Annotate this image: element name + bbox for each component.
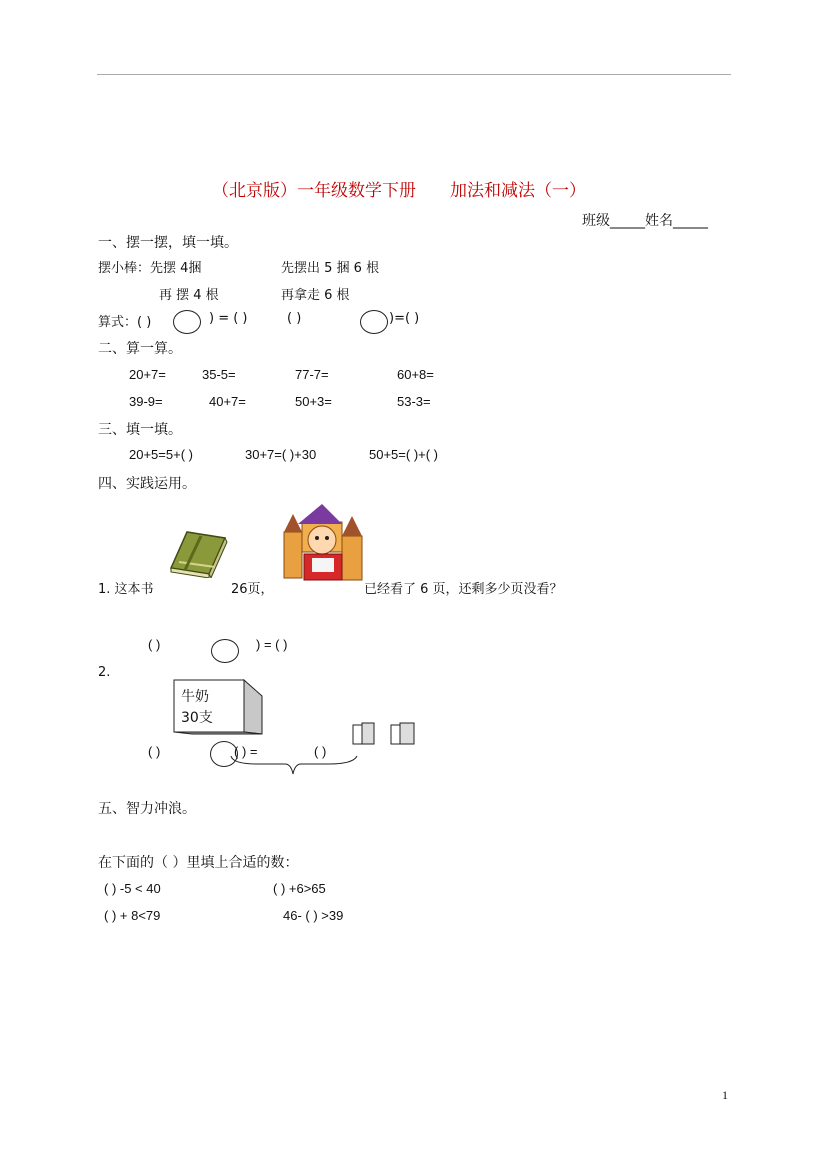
sec1-line1-right: 先摆出 5 捆 6 根 bbox=[281, 261, 380, 276]
q2-formula-result: ( ) bbox=[314, 744, 327, 759]
reading-child-illustration bbox=[280, 502, 366, 588]
section-1-heading: 一、摆一摆，填一填。 bbox=[98, 235, 238, 251]
q1-pages: 26页， bbox=[231, 582, 274, 597]
sec1-formula2-start: ( ) bbox=[287, 311, 302, 326]
milk-cartons-icon bbox=[351, 721, 421, 747]
section-4-heading: 四、实践运用。 bbox=[98, 476, 196, 492]
inequality-item: ( ) -5 < 40 bbox=[104, 881, 161, 896]
fill-item: 50+5=( )+( ) bbox=[369, 447, 439, 462]
q1-formula-result: ) = ( ) bbox=[256, 637, 288, 652]
q1-formula-start: ( ) bbox=[148, 637, 161, 652]
calc-item: 20+7= bbox=[129, 367, 166, 382]
q1-suffix: 已经看了 6 页，还剩多少页没看？ bbox=[364, 582, 563, 597]
calc-item: 39-9= bbox=[129, 394, 163, 409]
fill-item: 30+7=( )+30 bbox=[245, 447, 317, 462]
sec5-instruction: 在下面的（ ）里填上合适的数： bbox=[98, 855, 299, 871]
milk-count: 30支 bbox=[181, 710, 213, 726]
q2-formula-middle: ( ) = bbox=[234, 744, 258, 759]
section-5-heading: 五、智力冲浪。 bbox=[98, 801, 196, 817]
inequality-item: ( ) + 8<79 bbox=[104, 908, 161, 923]
calc-item: 77-7= bbox=[295, 367, 329, 382]
section-2-heading: 二、算一算。 bbox=[98, 341, 182, 357]
class-name-line: 班级_____姓名_____ bbox=[582, 213, 708, 229]
header-rule bbox=[97, 74, 731, 75]
milk-label: 牛奶 bbox=[181, 689, 209, 705]
inequality-item: ( ) +6>65 bbox=[273, 881, 326, 896]
inequality-item: 46- ( ) >39 bbox=[283, 908, 344, 923]
sec1-line2-left: 再 摆 4 根 bbox=[159, 288, 219, 303]
book-illustration bbox=[165, 522, 229, 578]
calc-item: 53-3= bbox=[397, 394, 431, 409]
q2-label: 2. bbox=[98, 665, 111, 680]
page-number: 1 bbox=[722, 1088, 728, 1102]
calc-item: 40+7= bbox=[209, 394, 246, 409]
operator-circle[interactable] bbox=[360, 310, 388, 334]
fill-item: 20+5=5+( ) bbox=[129, 447, 193, 462]
sec1-formula2-result: )=( ) bbox=[389, 311, 420, 326]
worksheet-title: （北京版）一年级数学下册 加法和减法（一） bbox=[212, 181, 586, 201]
curly-brace bbox=[229, 754, 359, 776]
sec1-line2-right: 再拿走 6 根 bbox=[281, 288, 350, 303]
sec1-line1-left: 摆小棒：先摆 4捆 bbox=[98, 261, 202, 276]
section-3-heading: 三、填一填。 bbox=[98, 422, 182, 438]
q2-formula-start: ( ) bbox=[148, 744, 161, 759]
operator-circle[interactable] bbox=[211, 639, 239, 663]
calc-item: 60+8= bbox=[397, 367, 434, 382]
sec1-formula-start: 算式：( ) bbox=[98, 315, 152, 330]
q1-prefix: 1. 这本书 bbox=[98, 582, 154, 597]
calc-item: 35-5= bbox=[202, 367, 236, 382]
calc-item: 50+3= bbox=[295, 394, 332, 409]
operator-circle[interactable] bbox=[173, 310, 201, 334]
sec1-formula-result: ) = ( ) bbox=[209, 311, 248, 326]
